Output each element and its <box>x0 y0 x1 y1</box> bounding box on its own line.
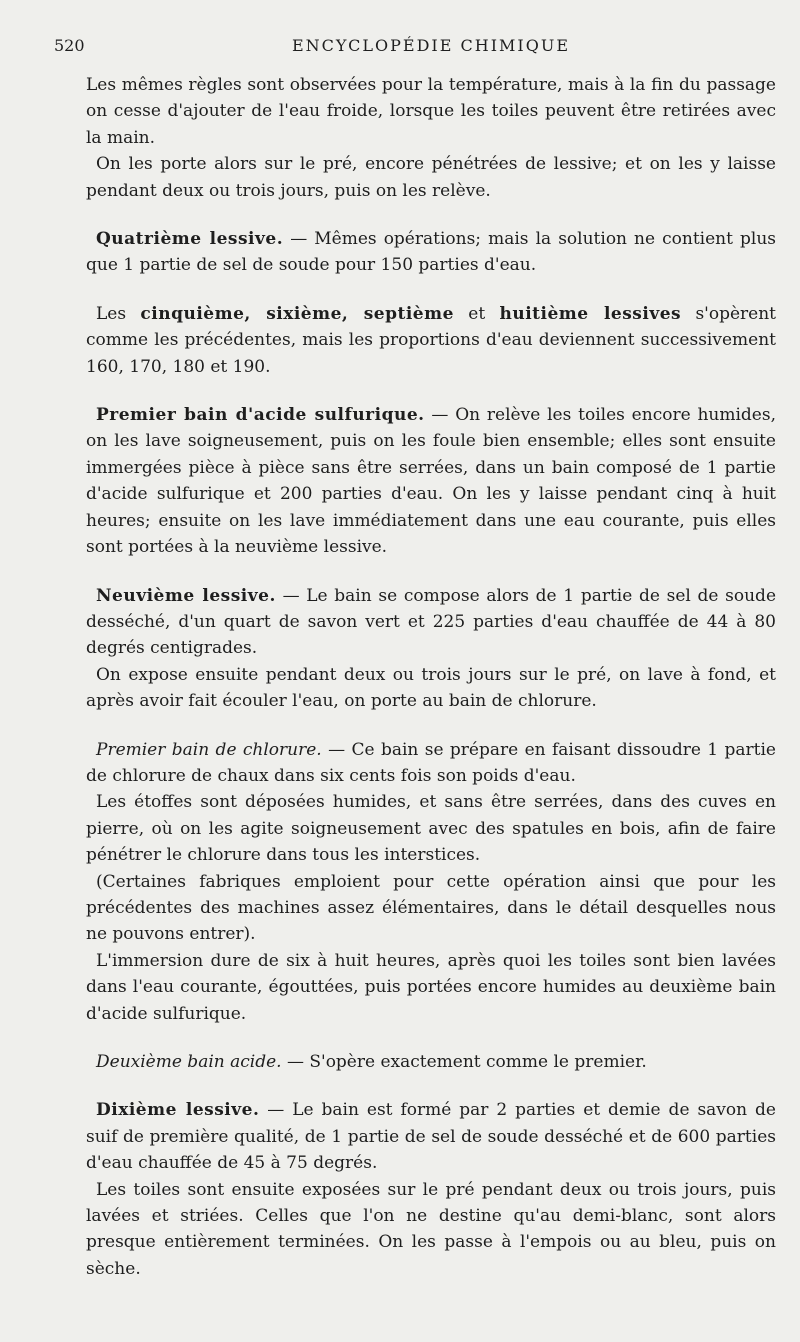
paragraph-deuxieme-bain-acide <box>86 1049 776 1075</box>
paragraph-text: Les toiles sont ensuite exposées sur le pré pendant deux ou trois jours, puis lavées et striées. Celles que l'on ne destine qu'au demi-blanc, sont alors presque entièrement terminées. On les passe à l'empois ou au bleu, puis on sèche. <box>86 1179 776 1279</box>
paragraph-cinquieme-lessives <box>86 301 776 380</box>
section-heading: Quatrième lessive. <box>96 229 284 250</box>
paragraph-text: — Ce bain se prépare en faisant dissoudre 1 partie de chlorure de chaux dans six cents fois son poids d'eau. <box>86 739 776 786</box>
paragraph-text: (Certaines fabriques emploient pour cette opération ainsi que pour les précédentes des machines assez élémentaires, dans le détail desquelles nous ne pouvons entrer). <box>86 871 776 945</box>
paragraph-text: On les porte alors sur le pré, encore pénétrées de lessive; et on les y laisse pendant deux ou trois jours, puis on les relève. <box>86 154 776 201</box>
paragraph-text: s'opèrent comme les précédentes, mais les proportions d'eau deviennent successivement 160, 170, 180 et 190. <box>86 303 776 377</box>
section-heading: Neuvième lessive. <box>96 585 276 606</box>
paragraph <box>86 151 776 204</box>
paragraph-text: — On relève les toiles encore humides, on les lave soigneusement, puis on les foule bien ensemble; elles sont ensuite immergées pièce à pièce sans être serrées, dans un bain composé de 1 partie d'acide sulfurique et 200 parties d'eau. On les y laisse pendant cinq à huit heures; ensuite on les lave immédiatement dans une eau courante, puis elles sont portées à la neuvième lessive. <box>86 405 776 558</box>
page-header <box>54 36 776 60</box>
paragraph <box>86 662 776 715</box>
paragraph-text: On expose ensuite pendant deux ou trois jours sur le pré, on lave à fond, et après avoir fait écouler l'eau, on porte au bain de chlorure. <box>86 664 776 712</box>
paragraph-quatrieme-lessive <box>86 226 776 279</box>
section-heading: Premier bain de chlorure. <box>96 739 322 760</box>
paragraph-text: L'immersion dure de six à huit heures, après quoi les toiles sont bien lavées dans l'eau courante, égouttées, puis portées encore humides au deuxième bain d'acide sulfurique. <box>86 950 776 1024</box>
section-heading: cinquième, sixième, septième <box>140 303 454 324</box>
paragraph-neuvieme-lessive <box>86 583 776 662</box>
paragraph <box>86 869 776 948</box>
section-heading: Deuxième bain acide. <box>96 1052 282 1072</box>
paragraph-premier-bain-acide <box>86 402 776 560</box>
paragraph-text: — Le bain se compose alors de 1 partie de sel de soude desséché, d'un quart de savon vert et 225 parties d'eau chauffée de 44 à 80 degrés centigrades. <box>86 585 777 659</box>
paragraph-lead: Les <box>96 303 141 324</box>
paragraph-premier-bain-chlorure <box>86 737 776 790</box>
paragraph-mid: et <box>453 303 500 324</box>
paragraph-text: — Le bain est formé par 2 parties et demie de savon de suif de première qualité, de 1 partie de sel de soude desséché et de 600 parties d'eau chauffée de 45 à 75 degrés. <box>86 1100 776 1174</box>
paragraph-text: Les mêmes règles sont observées pour la température, mais à la fin du passage on cesse d'ajouter de l'eau froide, lorsque les toiles peuvent être retirées avec la main. <box>86 75 776 148</box>
section-heading: Premier bain d'acide sulfurique. <box>96 405 425 426</box>
paragraph-text: Les étoffes sont déposées humides, et sans être serrées, dans des cuves en pierre, où on les agite soigneusement avec des spatules en bois, afin de faire pénétrer le chlorure dans tous les interstices. <box>86 792 776 866</box>
paragraph-text: — Mêmes opérations; mais la solution ne contient plus que 1 partie de sel de soude pour 150 parties d'eau. <box>86 229 776 276</box>
section-heading: Dixième lessive. <box>96 1100 260 1121</box>
paragraph <box>86 948 776 1027</box>
paragraph <box>86 72 776 151</box>
paragraph <box>86 789 776 868</box>
running-title: ENCYCLOPÉDIE CHIMIQUE <box>291 36 571 55</box>
section-heading-2: huitième lessives <box>499 303 682 324</box>
paragraph-text: — S'opère exactement comme le premier. <box>281 1052 647 1072</box>
page-number: 520 <box>54 36 85 55</box>
paragraph-dixieme-lessive <box>86 1097 776 1176</box>
paragraph <box>86 1177 776 1283</box>
